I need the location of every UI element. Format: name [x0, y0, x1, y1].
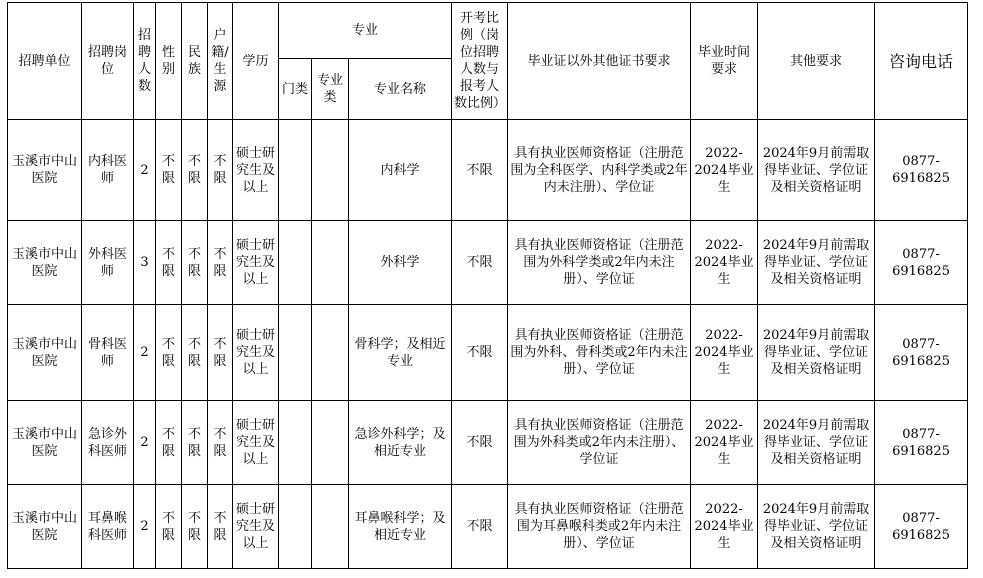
- cell-major-name: 骨科学；及相近专业: [349, 305, 452, 401]
- cell-post: 骨科医师: [82, 305, 134, 401]
- cell-unit: 玉溪市中山医院: [8, 401, 82, 485]
- header-other: 其他要求: [758, 3, 875, 120]
- cell-phone: 0877-6916825: [875, 401, 968, 485]
- cell-grad-time: 2022-2024毕业生: [691, 485, 758, 569]
- cell-gender: 不限: [156, 485, 182, 569]
- cell-unit: 玉溪市中山医院: [8, 485, 82, 569]
- cell-ratio: 不限: [452, 221, 508, 305]
- cell-other: 2024年9月前需取得毕业证、学位证及相关资格证明: [758, 120, 875, 221]
- cell-grad-time: 2022-2024毕业生: [691, 221, 758, 305]
- cell-count: 2: [134, 305, 156, 401]
- cell-major-category: [279, 120, 312, 221]
- cell-post: 外科医师: [82, 221, 134, 305]
- cell-phone: 0877-6916825: [875, 485, 968, 569]
- cell-count: 3: [134, 221, 156, 305]
- header-education: 学历: [233, 3, 279, 120]
- header-ratio: 开考比例（岗位招聘人数与报考人数比例）: [452, 3, 508, 120]
- table-row: [8, 401, 968, 485]
- header-certs: 毕业证以外其他证书要求: [508, 3, 691, 120]
- cell-major-name: 急诊外科学；及相近专业: [349, 401, 452, 485]
- cell-origin: 不限: [208, 401, 233, 485]
- header-phone: 咨询电话: [875, 3, 968, 120]
- cell-certs: 具有执业医师资格证（注册范围为耳鼻喉科类或2年内未注册）、学位证: [508, 485, 691, 569]
- cell-major-name: 耳鼻喉科学；及相近专业: [349, 485, 452, 569]
- cell-post: 耳鼻喉科医师: [82, 485, 134, 569]
- table-row: [8, 485, 968, 569]
- header-row-1: [8, 3, 968, 59]
- header-origin: 户籍/生源: [208, 3, 233, 120]
- table-row: [8, 120, 968, 221]
- cell-grad-time: 2022-2024毕业生: [691, 305, 758, 401]
- cell-other: 2024年9月前需取得毕业证、学位证及相关资格证明: [758, 305, 875, 401]
- cell-ratio: 不限: [452, 120, 508, 221]
- cell-major-class: [312, 485, 349, 569]
- cell-major-category: [279, 305, 312, 401]
- cell-phone: 0877-6916825: [875, 305, 968, 401]
- cell-ratio: 不限: [452, 485, 508, 569]
- cell-origin: 不限: [208, 221, 233, 305]
- cell-certs: 具有执业医师资格证（注册范围为外科类或2年内未注册）、学位证: [508, 401, 691, 485]
- cell-origin: 不限: [208, 120, 233, 221]
- cell-certs: 具有执业医师资格证（注册范围为外科学类或2年内未注册）、学位证: [508, 221, 691, 305]
- cell-education: 硕士研究生及以上: [233, 485, 279, 569]
- header-major-name: 专业名称: [349, 59, 452, 120]
- cell-major-class: [312, 221, 349, 305]
- header-grad-time: 毕业时间要求: [691, 3, 758, 120]
- table-row: [8, 305, 968, 401]
- header-unit: 招聘单位: [8, 3, 82, 120]
- cell-count: 2: [134, 401, 156, 485]
- header-gender: 性别: [156, 3, 182, 120]
- cell-certs: 具有执业医师资格证（注册范围为外科、骨科类或2年内未注册）、学位证: [508, 305, 691, 401]
- cell-ethnicity: 不限: [182, 401, 208, 485]
- table-row: [8, 221, 968, 305]
- cell-count: 2: [134, 485, 156, 569]
- header-major-class: 专业类: [312, 59, 349, 120]
- header-post: 招聘岗位: [82, 3, 134, 120]
- cell-education: 硕士研究生及以上: [233, 221, 279, 305]
- cell-education: 硕士研究生及以上: [233, 401, 279, 485]
- cell-ethnicity: 不限: [182, 485, 208, 569]
- cell-major-category: [279, 221, 312, 305]
- cell-major-class: [312, 401, 349, 485]
- cell-certs: 具有执业医师资格证（注册范围为全科医学、内科学类或2年内未注册）、学位证: [508, 120, 691, 221]
- cell-ratio: 不限: [452, 305, 508, 401]
- cell-phone: 0877-6916825: [875, 120, 968, 221]
- cell-other: 2024年9月前需取得毕业证、学位证及相关资格证明: [758, 401, 875, 485]
- header-count: 招聘人数: [134, 3, 156, 120]
- recruitment-table: [7, 2, 968, 569]
- cell-count: 2: [134, 120, 156, 221]
- header-ethnicity: 民族: [182, 3, 208, 120]
- cell-gender: 不限: [156, 221, 182, 305]
- header-major-category: 门类: [279, 59, 312, 120]
- cell-other: 2024年9月前需取得毕业证、学位证及相关资格证明: [758, 221, 875, 305]
- cell-post: 急诊外科医师: [82, 401, 134, 485]
- header-major: 专业: [279, 3, 452, 59]
- cell-origin: 不限: [208, 305, 233, 401]
- cell-ethnicity: 不限: [182, 221, 208, 305]
- cell-major-name: 内科学: [349, 120, 452, 221]
- cell-ethnicity: 不限: [182, 305, 208, 401]
- cell-other: 2024年9月前需取得毕业证、学位证及相关资格证明: [758, 485, 875, 569]
- cell-major-class: [312, 120, 349, 221]
- cell-major-category: [279, 401, 312, 485]
- cell-education: 硕士研究生及以上: [233, 120, 279, 221]
- cell-major-category: [279, 485, 312, 569]
- cell-ratio: 不限: [452, 401, 508, 485]
- cell-post: 内科医师: [82, 120, 134, 221]
- cell-major-class: [312, 305, 349, 401]
- cell-gender: 不限: [156, 305, 182, 401]
- cell-unit: 玉溪市中山医院: [8, 221, 82, 305]
- cell-gender: 不限: [156, 120, 182, 221]
- cell-unit: 玉溪市中山医院: [8, 305, 82, 401]
- cell-education: 硕士研究生及以上: [233, 305, 279, 401]
- cell-grad-time: 2022-2024毕业生: [691, 401, 758, 485]
- cell-grad-time: 2022-2024毕业生: [691, 120, 758, 221]
- cell-major-name: 外科学: [349, 221, 452, 305]
- cell-gender: 不限: [156, 401, 182, 485]
- cell-ethnicity: 不限: [182, 120, 208, 221]
- cell-unit: 玉溪市中山医院: [8, 120, 82, 221]
- cell-origin: 不限: [208, 485, 233, 569]
- cell-phone: 0877-6916825: [875, 221, 968, 305]
